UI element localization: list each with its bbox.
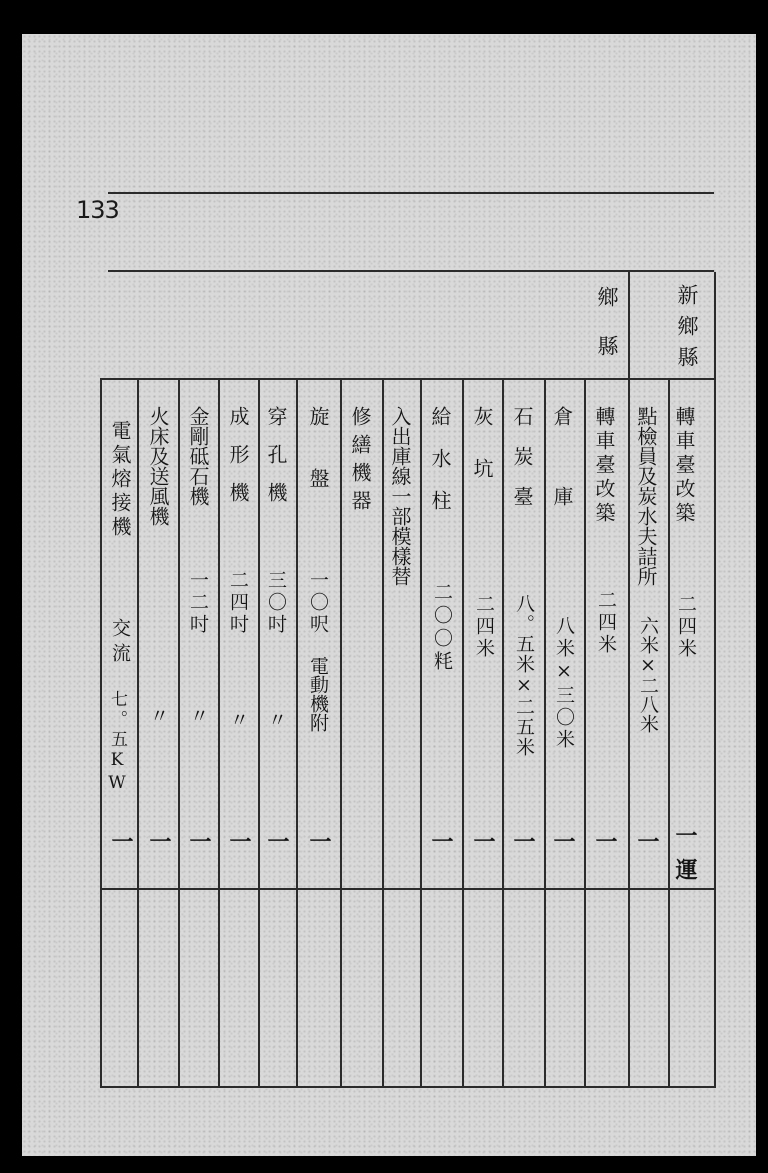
row-quantity: 一	[186, 830, 212, 852]
row-name: 轉車臺改築	[592, 406, 616, 526]
row-name: 石炭臺	[510, 406, 534, 526]
row-spec: 一二吋	[187, 570, 209, 636]
row-spec: 二〇〇粍	[431, 582, 453, 674]
row-spec-note: 〃	[227, 710, 249, 732]
row-name: 旋盤	[306, 406, 330, 530]
row-quantity: 一	[108, 830, 134, 852]
document-page	[22, 34, 756, 1156]
row-quantity: 一	[592, 830, 618, 852]
quantity-rule	[100, 888, 714, 890]
row-name: 灰坑	[470, 406, 494, 510]
row-name: 倉庫	[550, 406, 574, 566]
row-quantity: 一	[146, 830, 172, 852]
column-divider	[258, 378, 260, 1088]
row-name: 穿孔機	[264, 406, 288, 520]
page-number: 133	[76, 196, 119, 224]
row-spec: 三〇吋	[265, 570, 287, 636]
header-divider-right	[714, 272, 716, 1088]
column-divider	[340, 378, 342, 1088]
header-divider-left	[628, 272, 630, 378]
row-spec-note: 〃	[265, 710, 287, 732]
header-county-left: 鄉縣	[595, 286, 619, 384]
column-divider	[502, 378, 504, 1088]
row-spec-note: 電動機附	[307, 656, 329, 732]
bottom-rule	[100, 1086, 714, 1088]
row-quantity: 一	[428, 830, 454, 852]
row-quantity: 一	[306, 830, 332, 852]
row-spec: 交流	[109, 618, 131, 668]
row-spec-note: 七。五KW	[107, 690, 127, 796]
column-divider	[218, 378, 220, 1088]
row-spec: 二四米	[675, 594, 697, 660]
row-spec: 二四吋	[227, 570, 249, 636]
row-quantity: 一	[264, 830, 290, 852]
column-divider	[628, 378, 630, 1088]
column-divider	[296, 378, 298, 1088]
row-name: 成形機	[226, 406, 250, 520]
column-divider	[462, 378, 464, 1088]
row-spec: 六米×二八米	[637, 616, 659, 733]
row-quantity: 一	[634, 830, 660, 852]
row-spec: 二四米	[595, 590, 617, 656]
row-quantity: 一運	[672, 824, 698, 892]
row-spec: 二四米	[473, 594, 495, 660]
column-divider	[137, 378, 139, 1088]
row-name: 金剛砥石機	[186, 406, 210, 506]
row-name: 電氣熔接機	[108, 420, 132, 540]
header-top-rule	[108, 270, 714, 272]
column-divider	[178, 378, 180, 1088]
row-quantity: 一	[510, 830, 536, 852]
column-divider	[584, 378, 586, 1088]
row-quantity: 一	[470, 830, 496, 852]
top-rule	[108, 192, 714, 194]
row-name: 轉車臺改築	[672, 406, 696, 526]
row-spec-note: 〃	[147, 706, 169, 728]
column-divider	[100, 378, 102, 1088]
row-name: 入出庫線一部模樣替	[388, 406, 412, 586]
row-name: 給水柱	[428, 406, 452, 532]
row-quantity: 一	[226, 830, 252, 852]
column-divider	[544, 378, 546, 1088]
column-divider	[668, 378, 670, 1088]
column-divider	[382, 378, 384, 1088]
row-quantity: 一	[550, 830, 576, 852]
row-spec: 八米×三〇米	[553, 616, 575, 751]
column-divider	[420, 378, 422, 1088]
row-name: 點檢員及炭水夫詰所	[634, 406, 658, 586]
row-spec: 八。五米×二五米	[513, 594, 535, 757]
row-spec: 一〇呎	[307, 570, 329, 636]
header-bottom-rule	[100, 378, 714, 380]
header-county-right: 新鄉縣	[675, 284, 699, 377]
row-spec-note: 〃	[187, 706, 209, 728]
row-name: 修繕機器	[348, 406, 372, 518]
row-name: 火床及送風機	[146, 406, 170, 526]
